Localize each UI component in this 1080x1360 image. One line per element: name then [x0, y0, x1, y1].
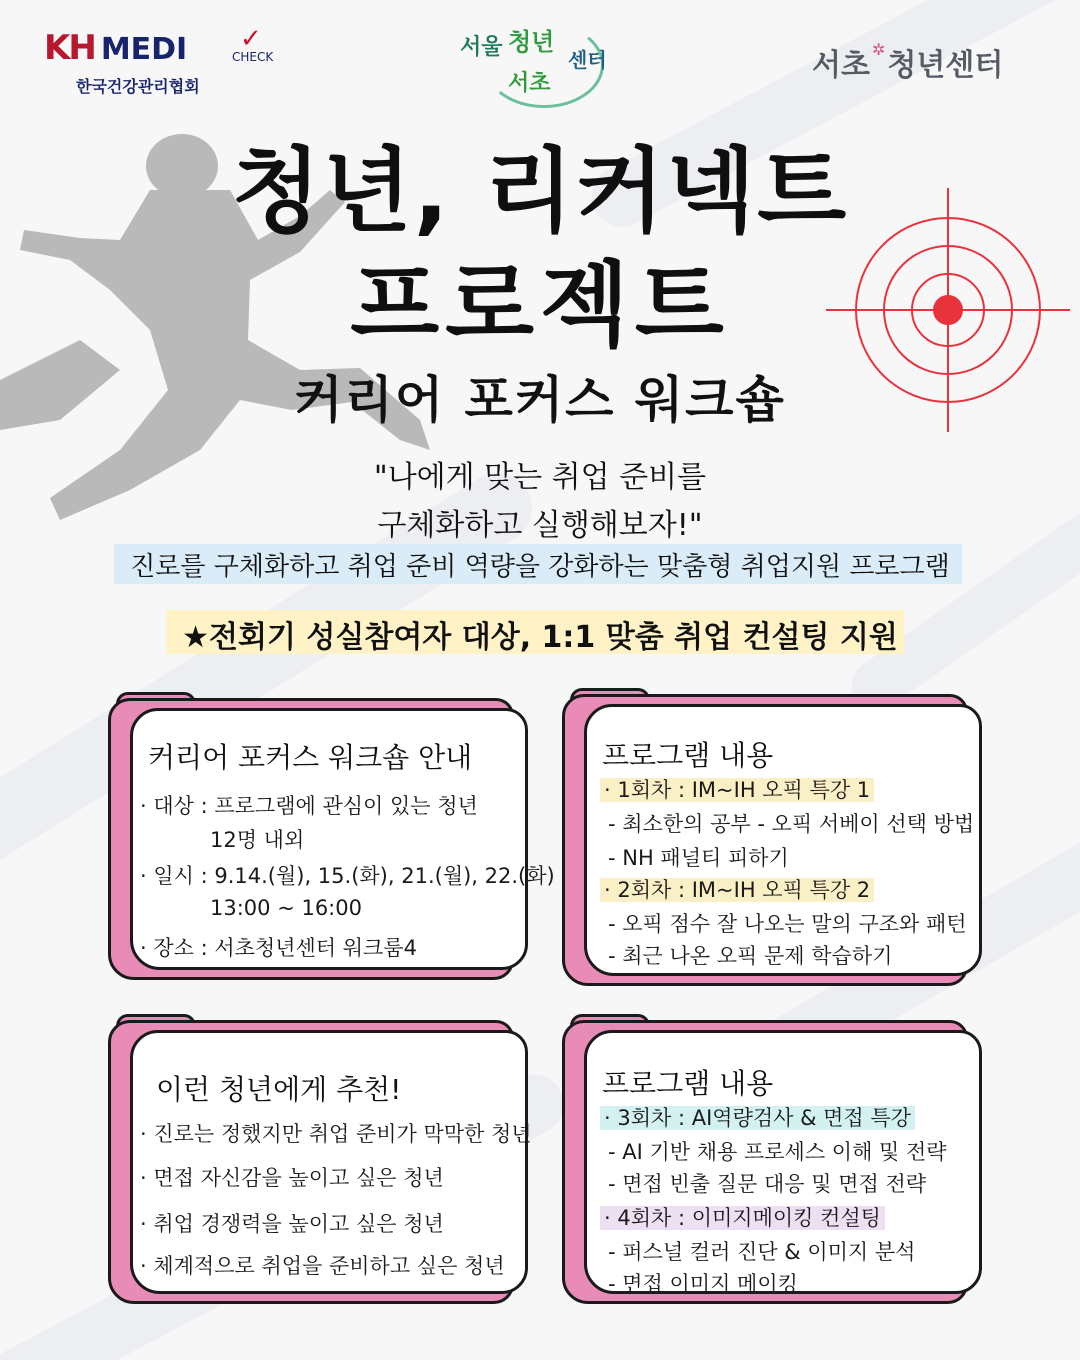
session-3-title: · 3회차 : AI역량검사 & 면접 특강 [600, 1102, 915, 1132]
card-title: 프로그램 내용 [602, 739, 774, 772]
session-4-title: · 4회차 : 이미지메이킹 컨설팅 [600, 1202, 885, 1232]
workshop-info-card [108, 698, 555, 980]
kh-check-text: CHECK [232, 50, 274, 64]
main-title-line1: 청년, 리커넥트 [231, 138, 849, 245]
session-1-item: - 최소한의 공부 - 오픽 서베이 선택 방법 [608, 812, 975, 836]
session-3-item: - 면접 빈출 질문 대응 및 면접 전략 [608, 1172, 927, 1196]
recommend-item: · 면접 자신감을 높이고 싶은 청년 [140, 1166, 444, 1190]
recommend-item: · 체계적으로 취업을 준비하고 싶은 청년 [140, 1254, 505, 1278]
kh-medicheck-logo [44, 24, 274, 94]
recommend-item: · 취업 경쟁력을 높이고 싶은 청년 [140, 1212, 444, 1236]
session-3-item: - AI 기반 채용 프로세스 이해 및 전략 [608, 1140, 947, 1164]
program-description: 진로를 구체화하고 취업 준비 역량을 강화하는 맞춤형 취업지원 프로그램 [130, 552, 950, 582]
kh-org-name: 한국건강관리협회 [76, 77, 200, 96]
session-4-item: - 퍼스널 컬러 진단 & 이미지 분석 [608, 1240, 916, 1264]
session-1-title: · 1회차 : IM~IH 오픽 특강 1 [600, 774, 874, 804]
info-date: · 일시 : 9.14.(월), 15.(화), 21.(월), 22.(화) [140, 864, 555, 888]
program-card-1 [562, 694, 982, 986]
info-target: · 대상 : 프로그램에 관심이 있는 청년 [140, 794, 478, 818]
check-mark-icon: ✓ [240, 24, 262, 54]
card-title: 이런 청년에게 추천! [156, 1073, 402, 1106]
session-4-item: - 면접 이미지 메이킹 [608, 1272, 798, 1296]
logo-text: 서울 [460, 35, 503, 60]
recommend-card [108, 1020, 532, 1304]
info-time: 13:00 ~ 16:00 [210, 896, 362, 920]
session-2-item: - 최근 나온 오픽 문제 학습하기 [608, 944, 893, 968]
recommend-item: · 진로는 정했지만 취업 준비가 막막한 청년 [140, 1122, 532, 1146]
seoul-youth-center-logo [456, 14, 626, 104]
logo-text: 청년센터 [887, 48, 1004, 83]
seocho-youth-center-logo [812, 40, 1003, 84]
consulting-notice: ★전회기 성실참여자 대상, 1:1 맞춤 취업 컨설팅 지원 [182, 620, 898, 655]
subtitle: 커리어 포커스 워크숍 [294, 371, 786, 429]
kh-logo-text: KH MEDI [44, 28, 188, 68]
info-location: · 장소 : 서초청년센터 워크룸4 [140, 936, 417, 960]
card-title: 프로그램 내용 [602, 1067, 774, 1100]
info-target-count: 12명 내외 [210, 828, 305, 852]
logo-text: 센터 [568, 48, 607, 72]
quote-line1: "나에게 맞는 취업 준비를 [373, 460, 707, 495]
program-card-2 [562, 1020, 982, 1304]
session-1-item: - NH 패널티 피하기 [608, 846, 789, 870]
session-2-item: - 오픽 점수 잘 나오는 말의 구조와 패턴 [608, 912, 967, 936]
logo-text: 청년 [508, 28, 555, 56]
logo-text: 서초 [812, 48, 870, 83]
logo-text: 서초 [508, 71, 551, 96]
sparkle-icon: ✲ [871, 40, 886, 59]
session-2-title: · 2회차 : IM~IH 오픽 특강 2 [600, 874, 874, 904]
main-title-line2: 프로젝트 [350, 252, 730, 359]
quote-line2: 구체화하고 실행해보자!" [377, 508, 703, 543]
card-title: 커리어 포커스 워크숍 안내 [148, 741, 473, 774]
